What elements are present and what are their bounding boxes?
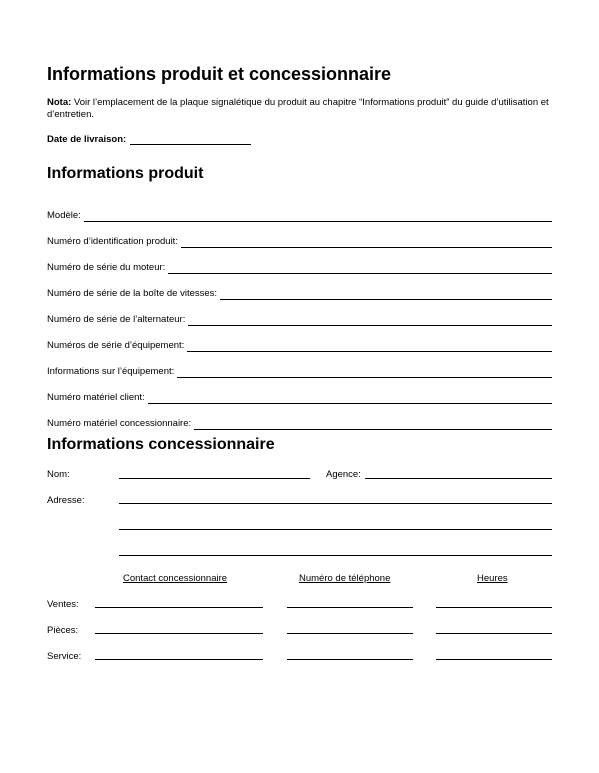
row-sales-label: Ventes: <box>47 599 79 610</box>
product-section-heading: Informations produit <box>47 165 204 182</box>
dealer-name-line[interactable] <box>119 478 310 479</box>
field-alternator-serial[interactable]: Numéro de série de l’alternateur: <box>47 300 552 326</box>
dealer-section-heading: Informations concessionnaire <box>47 436 275 453</box>
parts-phone-line[interactable] <box>287 633 413 634</box>
field-line[interactable] <box>148 393 552 404</box>
field-line[interactable] <box>194 419 552 430</box>
delivery-date-field[interactable] <box>47 134 251 145</box>
field-line[interactable] <box>168 263 552 274</box>
field-line[interactable] <box>220 289 552 300</box>
field-gearbox-serial[interactable]: Numéro de série de la boîte de vitesses: <box>47 274 552 300</box>
parts-contact-line[interactable] <box>95 633 263 634</box>
field-model[interactable]: Modèle: <box>47 196 552 222</box>
service-hours-line[interactable] <box>436 659 552 660</box>
column-hours: Heures <box>477 573 508 584</box>
note-text: Voir l’emplacement de la plaque signalétique du produit au chapitre “Informations produit” du guide d’utilisation et d’entretien. <box>47 97 549 120</box>
field-product-id[interactable]: Numéro d’identification produit: <box>47 222 552 248</box>
field-engine-serial[interactable]: Numéro de série du moteur: <box>47 248 552 274</box>
field-customer-number[interactable]: Numéro matériel client: <box>47 378 552 404</box>
field-equipment-serials[interactable]: Numéros de série d’équipement: <box>47 326 552 352</box>
note <box>47 97 552 121</box>
field-line[interactable] <box>181 237 552 248</box>
sales-phone-line[interactable] <box>287 607 413 608</box>
row-service-label: Service: <box>47 651 82 662</box>
parts-hours-line[interactable] <box>436 633 552 634</box>
field-equipment-info[interactable]: Informations sur l’équipement: <box>47 352 552 378</box>
sales-hours-line[interactable] <box>436 607 552 608</box>
field-line[interactable] <box>187 341 552 352</box>
service-phone-line[interactable] <box>287 659 413 660</box>
delivery-date-line[interactable] <box>130 134 251 145</box>
product-fields <box>47 196 552 430</box>
sales-contact-line[interactable] <box>95 607 263 608</box>
field-line[interactable] <box>177 367 552 378</box>
delivery-date-label: Date de livraison: <box>47 134 127 145</box>
service-contact-line[interactable] <box>95 659 263 660</box>
dealer-name-label: Nom: <box>47 469 70 480</box>
column-contact: Contact concessionnaire <box>123 573 228 584</box>
page-title: Informations produit et concessionnaire <box>47 64 392 84</box>
address-line-2[interactable] <box>119 529 552 530</box>
field-dealer-number[interactable]: Numéro matériel concessionnaire: <box>47 404 552 430</box>
agency-label: Agence: <box>326 469 361 480</box>
row-parts-label: Pièces: <box>47 625 79 636</box>
field-line[interactable] <box>188 315 552 326</box>
address-line-3[interactable] <box>119 555 552 556</box>
address-label: Adresse: <box>47 495 85 506</box>
address-line-1[interactable] <box>119 503 552 504</box>
note-label: Nota: <box>47 97 72 108</box>
column-phone: Numéro de téléphone <box>299 573 391 584</box>
field-line[interactable] <box>84 211 552 222</box>
agency-line[interactable] <box>365 478 552 479</box>
